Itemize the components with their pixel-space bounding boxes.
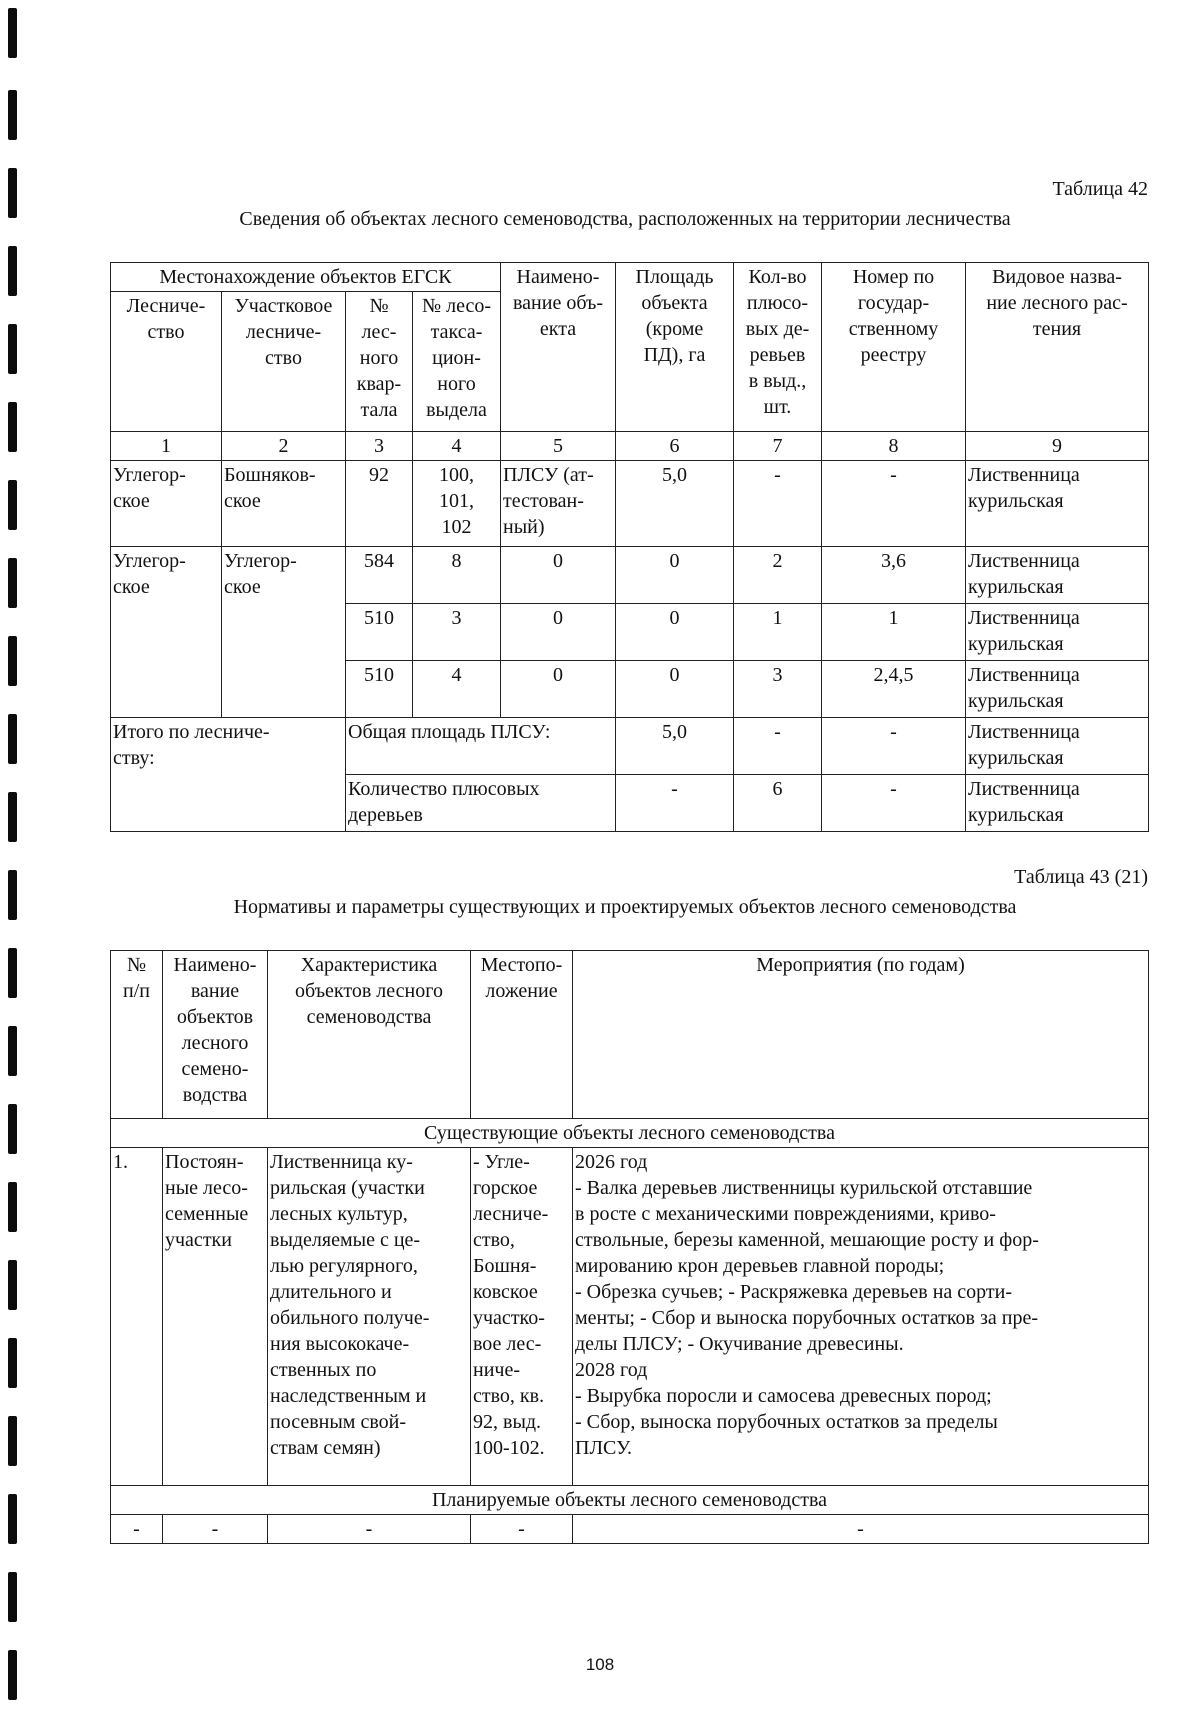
cell-planned: - (111, 1515, 163, 1544)
cell-count: 3 (734, 661, 822, 718)
table42 (110, 262, 1149, 832)
table-row (111, 547, 1149, 604)
total-trees-registry: - (822, 775, 966, 832)
table42-caption: Таблица 42 (1052, 178, 1148, 200)
header-plot: № лесо- такса- цион- ного выдела (413, 292, 501, 432)
total-area-registry: - (822, 718, 966, 775)
col-number: 6 (616, 432, 734, 461)
total-area-species: Лиственница курильская (966, 718, 1149, 775)
col-number: 7 (734, 432, 822, 461)
cell-count: 1 (734, 604, 822, 661)
cell-district: Бошняков- ское (222, 461, 346, 547)
header-registry-number: Номер по государ- ственному реестру (822, 263, 966, 432)
total-area-count: - (734, 718, 822, 775)
cell-object-name: 0 (501, 604, 616, 661)
cell-species: Лиственница курильская (966, 461, 1149, 547)
header-location: Местопо- ложение (471, 951, 573, 1119)
total-trees-count: 6 (734, 775, 822, 832)
cell-object-name: Постоян- ные лесо- семенные участки (163, 1148, 268, 1486)
cell-row-number: 1. (111, 1148, 163, 1486)
total-trees-species: Лиственница курильская (966, 775, 1149, 832)
header-activities: Мероприятия (по годам) (573, 951, 1149, 1119)
cell-area: 0 (616, 661, 734, 718)
header-object-name: Наимено- вание объ- екта (501, 263, 616, 432)
cell-plot: 4 (413, 661, 501, 718)
header-characteristic: Характеристика объектов лесного семеноводства (268, 951, 471, 1119)
cell-planned: - (573, 1515, 1149, 1544)
cell-object-name: 0 (501, 661, 616, 718)
cell-plot: 8 (413, 547, 501, 604)
table-row (111, 461, 1149, 547)
cell-object-name: 0 (501, 547, 616, 604)
cell-planned: - (268, 1515, 471, 1544)
col-number: 3 (346, 432, 413, 461)
col-number: 2 (222, 432, 346, 461)
cell-quarter: 510 (346, 661, 413, 718)
cell-area: 0 (616, 604, 734, 661)
cell-forestry: Углегор- ское (111, 461, 222, 547)
cell-count: 2 (734, 547, 822, 604)
cell-forestry: Углегор- ское (111, 547, 222, 718)
col-number: 1 (111, 432, 222, 461)
cell-activities: 2026 год - Валка деревьев лиственницы курильской отставшие в росте с механическими повреждениями, криво- ствольные, березы каменной, мешающие росту и фор- мированию крон деревьев главной породы; - Обрезка сучьев; - Раскряжевка деревьев на сорти- менты; - Сбор и выноска порубочных остатков за пре- делы ПЛСУ; - Окучивание древесины. 2028 год - Вырубка поросли и самосева древесных пород; - Сбор, выноска порубочных остатков за пределы ПЛСУ. (573, 1148, 1149, 1486)
header-object-name: Наимено- вание объектов лесного семено- водства (163, 951, 268, 1119)
header-location-group: Местонахождение объектов ЕГСК (111, 263, 501, 292)
table42-title: Сведения об объектах лесного семеноводства, расположенных на территории лесничества (239, 208, 1011, 230)
total-trees-area: - (616, 775, 734, 832)
header-tree-count: Кол-во плюсо- вых де- ревьев в выд., шт. (734, 263, 822, 432)
header-forestry: Лесниче- ство (111, 292, 222, 432)
cell-species: Лиственница курильская (966, 547, 1149, 604)
table43-caption: Таблица 43 (21) (1014, 866, 1148, 888)
cell-planned: - (163, 1515, 268, 1544)
table-row (111, 1515, 1149, 1544)
cell-area: 5,0 (616, 461, 734, 547)
cell-quarter: 510 (346, 604, 413, 661)
col-number: 4 (413, 432, 501, 461)
total-trees-label: Количество плюсовых деревьев (346, 775, 616, 832)
total-area-value: 5,0 (616, 718, 734, 775)
header-quarter: № лес- ного квар- тала (346, 292, 413, 432)
cell-species: Лиственница курильская (966, 661, 1149, 718)
cell-characteristic: Лиственница ку- рильская (участки лесных культур, выделяемые с це- лью регулярного, длительного и обильного получе- ния высококаче- ственных по наследственным и посевным свой- ствам семян) (268, 1148, 471, 1486)
cell-quarter: 584 (346, 547, 413, 604)
total-label: Итого по лесниче- ству: (111, 718, 346, 832)
page-number: 108 (585, 1655, 615, 1674)
cell-count: - (734, 461, 822, 547)
cell-location: - Угле- горское лесниче- ство, Бошня- ковское участко- вое лес- ниче- ство, кв. 92, выд. 100-102. (471, 1148, 573, 1486)
table-row (111, 718, 1149, 775)
cell-quarter: 92 (346, 461, 413, 547)
cell-planned: - (471, 1515, 573, 1544)
cell-plot: 100, 101, 102 (413, 461, 501, 547)
col-number: 8 (822, 432, 966, 461)
cell-object-name: ПЛСУ (ат- тестован- ный) (501, 461, 616, 547)
cell-area: 0 (616, 547, 734, 604)
table43 (110, 950, 1149, 1544)
table-row (111, 1148, 1149, 1486)
cell-registry: 2,4,5 (822, 661, 966, 718)
col-number: 9 (966, 432, 1149, 461)
table43-title: Нормативы и параметры существующих и проектируемых объектов лесного семеноводства (233, 896, 1017, 918)
col-number: 5 (501, 432, 616, 461)
cell-district: Углегор- ское (222, 547, 346, 718)
cell-registry: 1 (822, 604, 966, 661)
cell-registry: - (822, 461, 966, 547)
header-species: Видовое назва- ние лесного рас- тения (966, 263, 1149, 432)
total-area-label: Общая площадь ПЛСУ: (346, 718, 616, 775)
section-planned: Планируемые объекты лесного семеноводства (111, 1486, 1149, 1515)
header-area: Площадь объекта (кроме ПД), га (616, 263, 734, 432)
cell-species: Лиственница курильская (966, 604, 1149, 661)
header-row-number: № п/п (111, 951, 163, 1119)
section-existing: Существующие объекты лесного семеноводства (111, 1119, 1149, 1148)
header-district-forestry: Участковое лесниче- ство (222, 292, 346, 432)
cell-registry: 3,6 (822, 547, 966, 604)
cell-plot: 3 (413, 604, 501, 661)
